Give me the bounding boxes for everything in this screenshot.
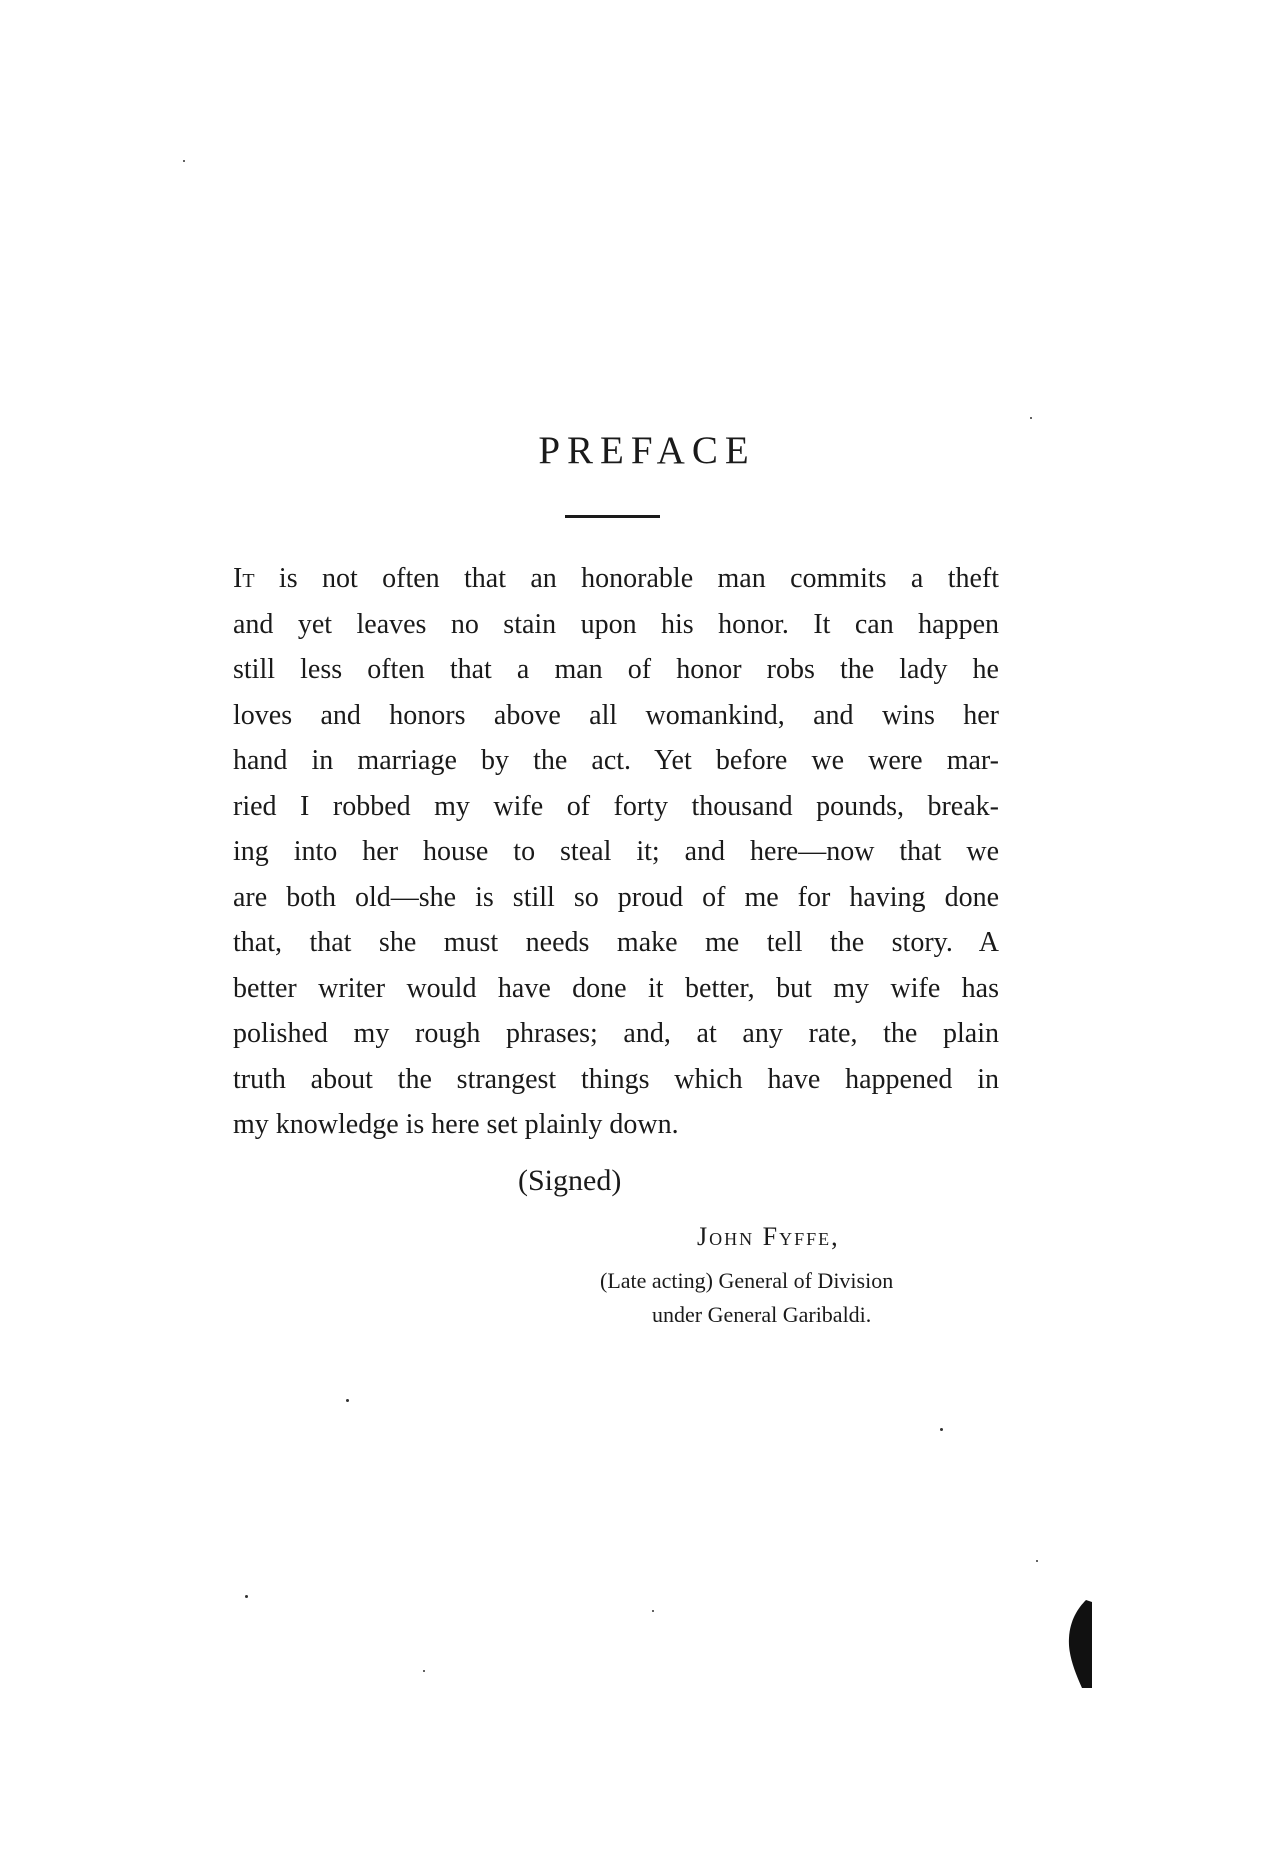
drop-cap: It: [233, 563, 255, 594]
scan-speck: [245, 1595, 248, 1598]
scan-speck: [346, 1399, 349, 1402]
body-line-6: ried I robbed my wife of forty thousand pounds, break-: [233, 790, 999, 822]
author-role-line-2: under General Garibaldi.: [652, 1302, 872, 1327]
author-name: John Fyffe,: [697, 1222, 840, 1251]
scan-speck: [423, 1670, 425, 1672]
scan-speck: [1036, 1560, 1038, 1562]
page-title: PREFACE: [538, 429, 756, 472]
scan-speck: [940, 1428, 943, 1431]
body-line-12: truth about the strangest things which have happened in: [233, 1063, 999, 1095]
scan-speck: [652, 1610, 654, 1612]
body-line-1: It is not often that an honorable man commits a theft: [233, 563, 1000, 594]
body-line-5: hand in marriage by the act. Yet before we were mar-: [233, 745, 999, 776]
body-line-2: and yet leaves no stain upon his honor. It can happen: [233, 608, 999, 640]
author-role-line-1: (Late acting) General of Division: [600, 1268, 894, 1293]
scan-speck: [183, 160, 185, 162]
body-line-11: polished my rough phrases; and, at any rate, the plain: [233, 1018, 999, 1049]
body-line-10: better writer would have done it better, but my wife has: [233, 972, 999, 1004]
body-line-13: my knowledge is here set plainly down.: [233, 1109, 679, 1140]
body-line-4: loves and honors above all womankind, and wins her: [233, 699, 999, 731]
preface-body: [233, 556, 999, 1148]
body-line-7: ing into her house to steal it; and here—now that we: [233, 836, 999, 867]
title-rule: [565, 515, 660, 518]
body-line-8: are both old—she is still so proud of me for having done: [233, 881, 999, 913]
body-line-3: still less often that a man of honor robs the lady he: [233, 654, 999, 685]
signed-label: (Signed): [518, 1164, 622, 1197]
ink-blot-icon: [1064, 1598, 1094, 1690]
body-line-9: that, that she must needs make me tell the story. A: [233, 927, 999, 958]
scan-speck: [1030, 417, 1032, 419]
